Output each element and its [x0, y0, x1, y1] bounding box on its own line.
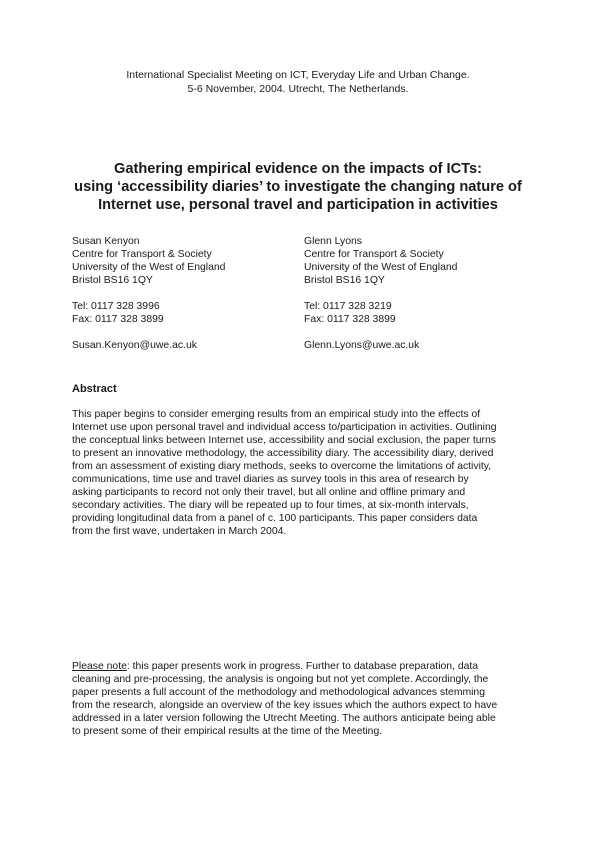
- author-affiliation: Centre for Transport & Society: [72, 249, 212, 260]
- title-line-1: Gathering empirical evidence on the impacts of ICTs:: [114, 161, 482, 177]
- note-line: from the research, alongside an overview of the key issues which the authors expect to have: [72, 700, 498, 711]
- abstract-line: to present an innovative methodology, the accessibility diary. The accessibility diary, derived: [72, 448, 494, 459]
- note-line: to present some of their empirical results at the time of the Meeting.: [72, 726, 383, 737]
- author-block-lyons: [304, 235, 457, 352]
- author-affiliation: Centre for Transport & Society: [304, 249, 444, 260]
- author-email[interactable]: Susan.Kenyon@uwe.ac.uk: [72, 340, 197, 351]
- abstract-line: the conceptual links between Internet use, accessibility and social exclusion, the paper turns: [72, 435, 496, 446]
- note-label: Please note: [72, 661, 127, 672]
- abstract-line: from the first wave, undertaken in March 2004.: [72, 526, 287, 537]
- conference-date-location: 5-6 November, 2004. Utrecht, The Netherlands.: [187, 83, 409, 95]
- abstract-line: secondary activities. The diary will be repeated up to four times, at six-month intervals,: [72, 500, 469, 511]
- conference-name: International Specialist Meeting on ICT, Everyday Life and Urban Change.: [126, 69, 470, 81]
- abstract-line: from an assessment of existing diary methods, seeks to overcome the limitations of activity,: [72, 461, 492, 472]
- conference-header: [0, 68, 596, 96]
- note-line: paper presents a full account of the methodology and methodological advances stemming: [72, 687, 485, 698]
- title-line-2: using ‘accessibility diaries’ to investigate the changing nature of: [74, 179, 522, 195]
- abstract-line: providing longitudinal data from a panel of c. 100 participants. This paper considers data: [72, 513, 478, 524]
- author-email[interactable]: Glenn.Lyons@uwe.ac.uk: [304, 340, 420, 351]
- abstract-line: communications, time use and travel diaries as survey tools in this area of research by: [72, 474, 469, 485]
- abstract-heading: Abstract: [72, 383, 117, 395]
- abstract-line: asking participants to record not only their travel, but all online and offline primary and: [72, 487, 466, 498]
- abstract-line: This paper begins to consider emerging results from an empirical study into the effects of: [72, 409, 481, 420]
- note-line: cleaning and pre-processing, the analysis is ongoing but not yet complete. Accordingly, the: [72, 674, 489, 685]
- title-line-3: Internet use, personal travel and participation in activities: [98, 197, 498, 213]
- author-address: Bristol BS16 1QY: [72, 275, 153, 286]
- author-fax: Fax: 0117 328 3899: [72, 314, 164, 325]
- note-line: addressed in a later version following the Utrecht Meeting. The authors anticipate being able: [72, 713, 496, 724]
- author-university: University of the West of England: [304, 262, 458, 273]
- progress-note: [72, 660, 532, 738]
- author-address: Bristol BS16 1QY: [304, 275, 385, 286]
- author-name: Susan Kenyon: [72, 236, 140, 247]
- author-tel: Tel: 0117 328 3219: [304, 301, 392, 312]
- author-university: University of the West of England: [72, 262, 226, 273]
- author-tel: Tel: 0117 328 3996: [72, 301, 160, 312]
- author-block-kenyon: [72, 235, 225, 352]
- abstract-line: Internet use upon personal travel and individual access to/participation in activities. Outlining: [72, 422, 497, 433]
- note-first-line: [72, 660, 532, 673]
- paper-title: [40, 160, 556, 214]
- note-first-line-rest: : this paper presents work in progress. Further to database preparation, data: [126, 661, 479, 672]
- abstract-body: [72, 408, 532, 538]
- author-name: Glenn Lyons: [304, 236, 362, 247]
- author-fax: Fax: 0117 328 3899: [304, 314, 396, 325]
